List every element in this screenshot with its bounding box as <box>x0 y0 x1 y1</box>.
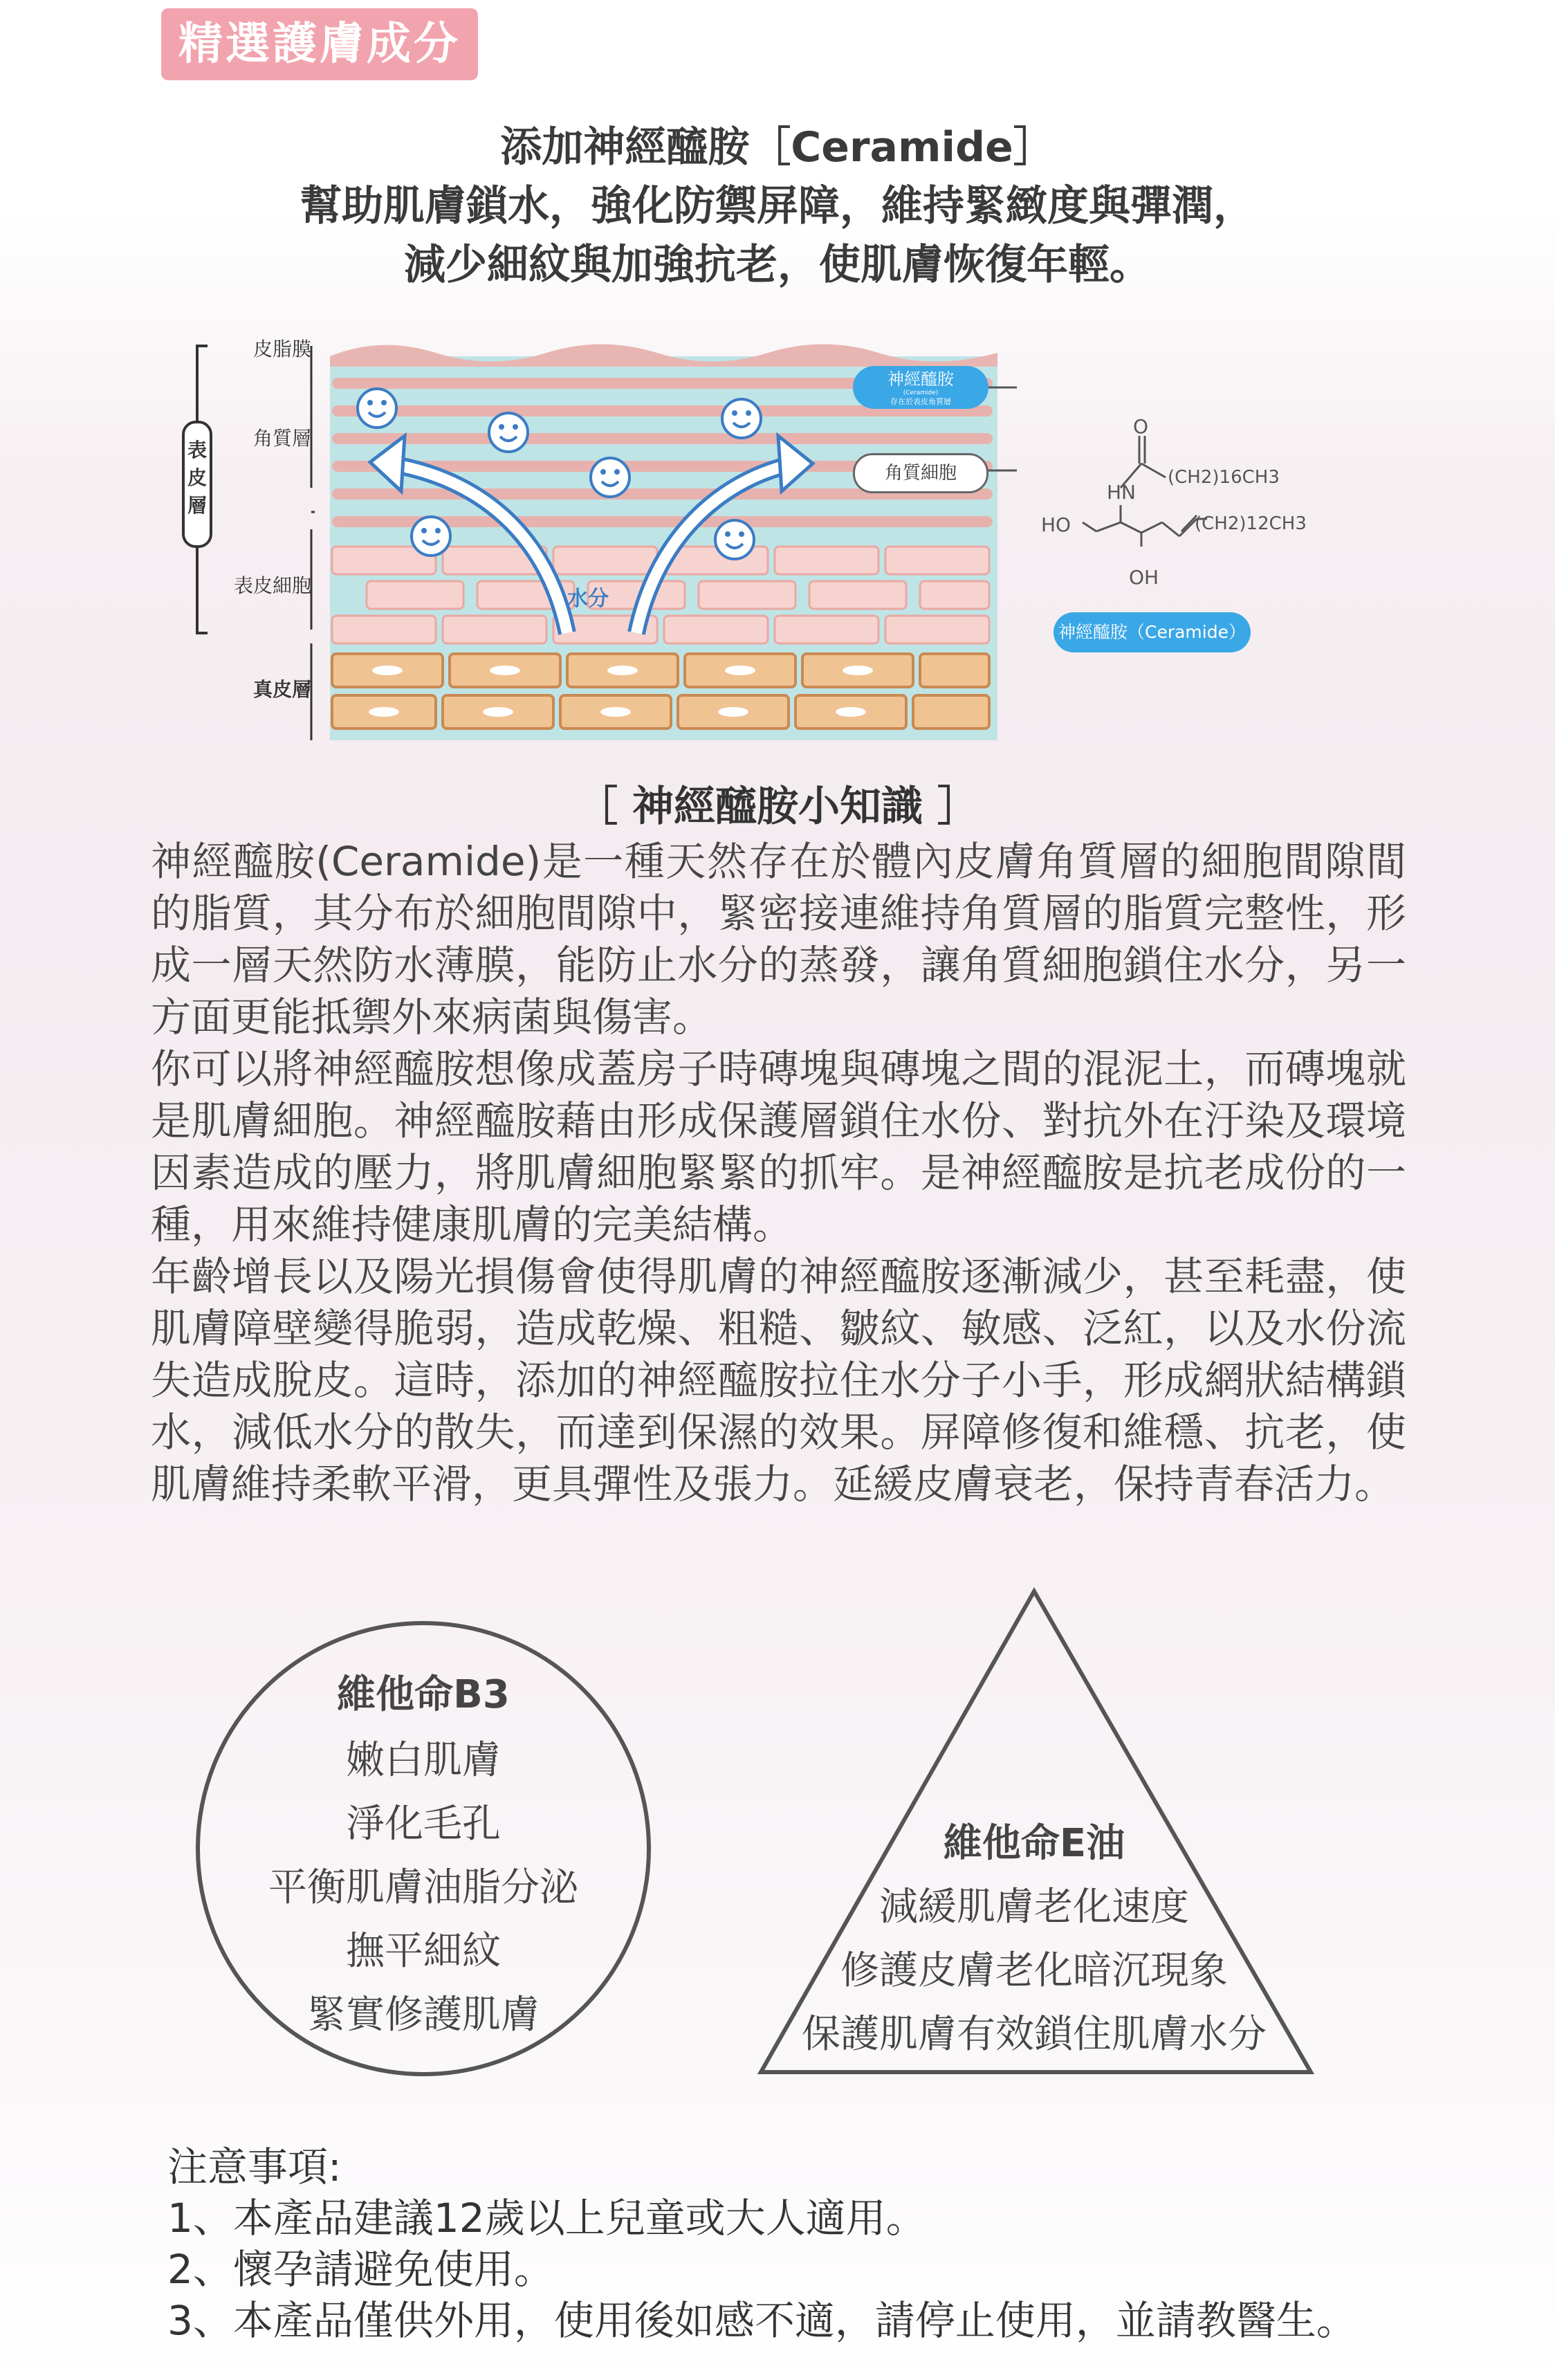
b3-item-2: 淨化毛孔 <box>346 1802 501 1847</box>
knowledge-paragraph-3: 年齡增長以及陽光損傷會使得肌膚的神經醯胺逐漸減少，甚至耗盡，使肌膚障壁變得脆弱，造成乾燥、粗糙、皺紋、敏感、泛紅，以及水份流失造成脫皮。這時，添加的神經醯胺拉住水分子小手，形成網狀結構鎖水，減低水分的散失，而達到保濕的效果。屏障修復和維穩、抗老，使肌膚維持柔軟平滑，更具彈性及張力。延緩皮膚衰老，保持青春活力。 <box>151 1253 1406 1508</box>
section-badge: 精選護膚成分 <box>161 8 478 80</box>
headline-line2: 幫助肌膚鎖水，強化防禦屏障，維持緊緻度與彈潤， <box>300 182 1255 230</box>
ceramide-molecule <box>1024 408 1328 595</box>
notes-title: 注意事項: <box>167 2143 342 2190</box>
notes-section <box>167 2141 1356 2346</box>
b3-item-3: 平衡肌膚油脂分泌 <box>268 1865 578 1910</box>
epidermis-label-1: 表 <box>187 439 208 461</box>
b3-item-1: 嫩白肌膚 <box>346 1738 501 1783</box>
b3-item-5: 緊實修護肌膚 <box>307 1993 540 2038</box>
callout-ceramide-sub2: 存在於表皮角質層 <box>890 397 951 406</box>
water-label: 水分 <box>567 587 609 611</box>
knowledge-title: ［ 神經醯胺小知識 ］ <box>576 782 979 831</box>
callout-ceramide <box>853 366 988 409</box>
knowledge-body <box>151 836 1406 1510</box>
b3-title: 維他命B3 <box>337 1672 510 1717</box>
epidermis-label-3: 層 <box>187 494 208 517</box>
label-epidermal-cells: 表皮細胞 <box>233 574 311 597</box>
vite-item-1: 減緩肌膚老化速度 <box>879 1885 1189 1930</box>
notes-item-3: 3、本產品僅供外用，使用後如感不適，請停止使用，並請教醫生。 <box>167 2297 1356 2344</box>
vite-item-3: 保護肌膚有效鎖住肌膚水分 <box>802 2012 1267 2057</box>
knowledge-paragraph-2: 你可以將神經醯胺想像成蓋房子時磚塊與磚塊之間的混泥土，而磚塊就是肌膚細胞。神經醯胺藉由形成保護層鎖住水份、對抗外在汙染及環境因素造成的壓力，將肌膚細胞緊緊的抓牢。是神經醯胺是抗老成份的一種，用來維持健康肌膚的完美結構。 <box>151 1045 1406 1248</box>
callout-ceramide-sub1: (Ceramide) <box>903 390 939 396</box>
callout-ceramide-title: 神經醯胺 <box>887 369 954 389</box>
headline-line3: 減少細紋與加強抗老，使肌膚恢復年輕。 <box>404 241 1151 289</box>
b3-item-4: 撫平細紋 <box>346 1929 501 1974</box>
notes-item-2: 2、懷孕請避免使用。 <box>167 2246 554 2293</box>
vite-item-2: 修護皮膚老化暗沉現象 <box>840 1948 1228 1993</box>
molecule-oh: OH <box>1129 566 1159 589</box>
label-dermis: 真皮層 <box>252 678 311 701</box>
knowledge-paragraph-1: 神經醯胺(Ceramide)是一種天然存在於體內皮膚角質層的細胞間隙間的脂質，其分布於細胞間隙中，緊密接連維持角質層的脂質完整性，形成一層天然防水薄膜，能防止水分的蒸發，讓角質細胞鎖住水分，另一方面更能抵禦外來病菌與傷害。 <box>151 838 1406 1041</box>
label-sebum: 皮脂膜 <box>252 338 311 360</box>
epidermis-label-2: 皮 <box>187 466 208 489</box>
molecule-pill: 神經醯胺（Ceramide） <box>1053 612 1251 652</box>
vite-title: 維他命E油 <box>943 1821 1125 1866</box>
molecule-o: O <box>1133 415 1149 438</box>
molecule-chain1: (CH2)16CH3 <box>1168 467 1280 488</box>
headline-line1: 添加神經醯胺［Ceramide］ <box>500 123 1055 172</box>
label-stratum: 角質層 <box>252 427 311 450</box>
notes-item-1: 1、本產品建議12歲以上兒童或大人適用。 <box>167 2195 926 2242</box>
callout-corneocyte: 角質細胞 <box>853 453 988 493</box>
molecule-ho: HO <box>1041 513 1071 536</box>
molecule-chain2: (CH2)12CH3 <box>1195 513 1307 534</box>
sebum-film <box>330 345 997 367</box>
molecule-hn: HN <box>1107 481 1136 504</box>
